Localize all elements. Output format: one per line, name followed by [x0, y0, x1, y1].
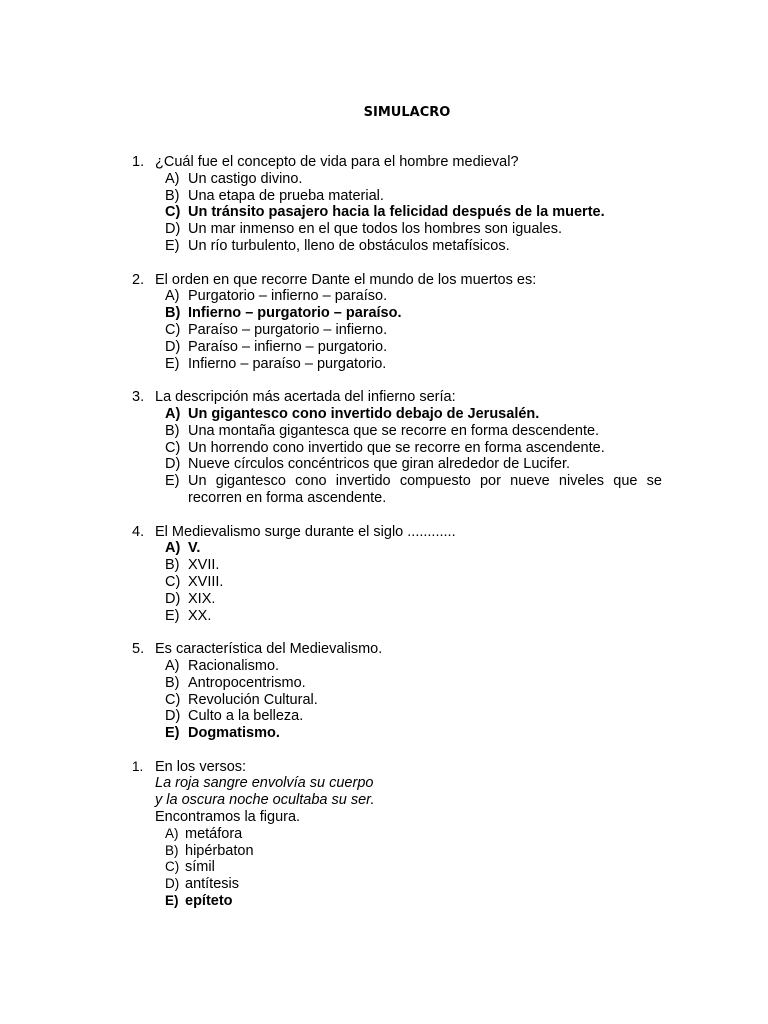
question-3 [132, 389, 662, 507]
option-letter: E) [165, 725, 180, 742]
question-4 [132, 524, 662, 625]
option-c [165, 322, 662, 339]
option-list [165, 826, 662, 910]
option-text: Una etapa de prueba material. [188, 187, 384, 204]
option-e-correct [165, 725, 662, 742]
option-text: Purgatorio – infierno – paraíso. [188, 288, 388, 305]
option-d [165, 221, 662, 238]
option-d [165, 708, 662, 725]
option-text: Infierno – paraíso – purgatorio. [188, 355, 387, 372]
option-text: XVII. [188, 557, 220, 574]
option-text: Una montaña gigantesca que se recorre en forma descendente. [188, 422, 600, 439]
verse-line-1: La roja sangre envolvía su cuerpo [155, 775, 374, 792]
option-letter: E) [165, 355, 180, 372]
option-d [165, 876, 662, 893]
option-b [165, 675, 662, 692]
question-number: 5. [132, 641, 145, 658]
option-b [165, 423, 662, 440]
option-text: XX. [188, 607, 212, 624]
option-b [165, 843, 662, 860]
option-text: Paraíso – purgatorio – infierno. [188, 321, 388, 338]
option-text: Un río turbulento, lleno de obstáculos metafísicos. [188, 237, 510, 254]
option-letter: D) [165, 456, 181, 473]
option-text: epíteto [185, 893, 233, 910]
option-text: Paraíso – infierno – purgatorio. [188, 338, 388, 355]
option-letter: A) [165, 825, 179, 841]
option-c [165, 859, 662, 876]
question-number: 4. [132, 523, 145, 540]
option-letter: A) [165, 540, 181, 557]
option-letter: A) [165, 657, 180, 674]
option-letter: E) [165, 607, 180, 624]
option-list [165, 540, 662, 624]
option-letter: C) [165, 573, 181, 590]
question-text: Es característica del Medievalismo. [155, 641, 383, 658]
question-line [132, 641, 662, 658]
option-letter: D) [165, 876, 180, 892]
question-number: 1. [132, 758, 144, 774]
option-letter: B) [165, 187, 180, 204]
question-5 [132, 641, 662, 742]
verse-line-2: y la oscura noche ocultaba su ser. [155, 792, 375, 809]
option-list [165, 406, 662, 507]
option-letter: D) [165, 708, 181, 725]
option-d [165, 591, 662, 608]
option-a [165, 288, 662, 305]
option-letter: C) [165, 859, 180, 875]
option-letter: E) [165, 893, 179, 909]
option-text: Un horrendo cono invertido que se recorre en forma ascendente. [188, 439, 605, 456]
option-letter: E) [165, 237, 180, 254]
option-text: símil [185, 859, 215, 876]
question-line [132, 154, 662, 171]
option-text: Antropocentrismo. [188, 674, 306, 691]
option-letter: A) [165, 170, 180, 187]
option-b-correct [165, 305, 662, 322]
option-b [165, 557, 662, 574]
option-d [165, 456, 662, 473]
option-letter: C) [165, 439, 181, 456]
page-title: SIMULACRO [363, 105, 451, 120]
option-text: Revolución Cultural. [188, 691, 318, 708]
question-2 [132, 272, 662, 373]
option-letter: C) [165, 691, 181, 708]
question-line [132, 524, 662, 541]
option-letter: D) [165, 590, 181, 607]
question-line [132, 759, 662, 776]
option-text: V. [188, 540, 201, 557]
question-number: 2. [132, 271, 145, 288]
option-letter: E) [165, 473, 180, 490]
option-e [165, 356, 662, 373]
option-text: Un tránsito pasajero hacia la felicidad después de la muerte. [188, 204, 605, 221]
option-letter: B) [165, 674, 180, 691]
question-text: La descripción más acertada del infierno sería: [155, 389, 456, 406]
question-1 [132, 154, 662, 255]
option-text: Dogmatismo. [188, 725, 280, 742]
option-e-correct [165, 893, 662, 910]
option-text: Un castigo divino. [188, 170, 303, 187]
question-number: 3. [132, 389, 145, 406]
option-text: XVIII. [188, 573, 224, 590]
option-text: Nueve círculos concéntricos que giran alrededor de Lucifer. [188, 456, 571, 473]
option-text: hipérbaton [185, 842, 254, 859]
option-letter: A) [165, 405, 181, 422]
option-c [165, 574, 662, 591]
option-letter: D) [165, 338, 181, 355]
option-e [165, 473, 662, 507]
option-e [165, 238, 662, 255]
question-list [132, 154, 662, 927]
option-list [165, 288, 662, 372]
option-text: Un mar inmenso en el que todos los hombres son iguales. [188, 221, 562, 238]
option-a [165, 171, 662, 188]
question-line [132, 389, 662, 406]
option-d [165, 339, 662, 356]
question-text: El orden en que recorre Dante el mundo de los muertos es: [155, 271, 537, 288]
option-letter: B) [165, 422, 180, 439]
option-c-correct [165, 204, 662, 221]
option-b [165, 188, 662, 205]
question-text: ¿Cuál fue el concepto de vida para el hombre medieval? [155, 154, 519, 170]
question-prompt: Encontramos la figura. [155, 809, 301, 826]
option-letter: B) [165, 842, 179, 858]
option-letter: C) [165, 321, 181, 338]
option-e [165, 608, 662, 625]
option-text: XIX. [188, 590, 216, 607]
option-letter: B) [165, 305, 181, 322]
option-text: Culto a la belleza. [188, 708, 304, 725]
option-letter: B) [165, 557, 180, 574]
option-list [165, 658, 662, 742]
option-letter: D) [165, 221, 181, 238]
option-a-correct [165, 540, 662, 557]
option-a [165, 826, 662, 843]
option-text: Un gigantesco cono invertido debajo de Jerusalén. [188, 405, 540, 422]
option-text: metáfora [185, 825, 243, 842]
question-text: El Medievalismo surge durante el siglo ............ [155, 523, 456, 540]
question-number: 1. [132, 154, 145, 170]
question-text: En los versos: [155, 758, 247, 775]
option-c [165, 692, 662, 709]
option-text: Infierno – purgatorio – paraíso. [188, 305, 402, 322]
option-a [165, 658, 662, 675]
option-letter: A) [165, 288, 180, 305]
option-c [165, 440, 662, 457]
option-text: Un gigantesco cono invertido compuesto por nueve niveles que se recorren en forma ascendente. [188, 473, 662, 506]
option-letter: C) [165, 204, 181, 221]
option-text: Racionalismo. [188, 657, 280, 674]
option-text: antítesis [185, 876, 239, 893]
question-line [132, 272, 662, 289]
option-list [165, 171, 662, 255]
option-a-correct [165, 406, 662, 423]
question-6 [132, 759, 662, 910]
